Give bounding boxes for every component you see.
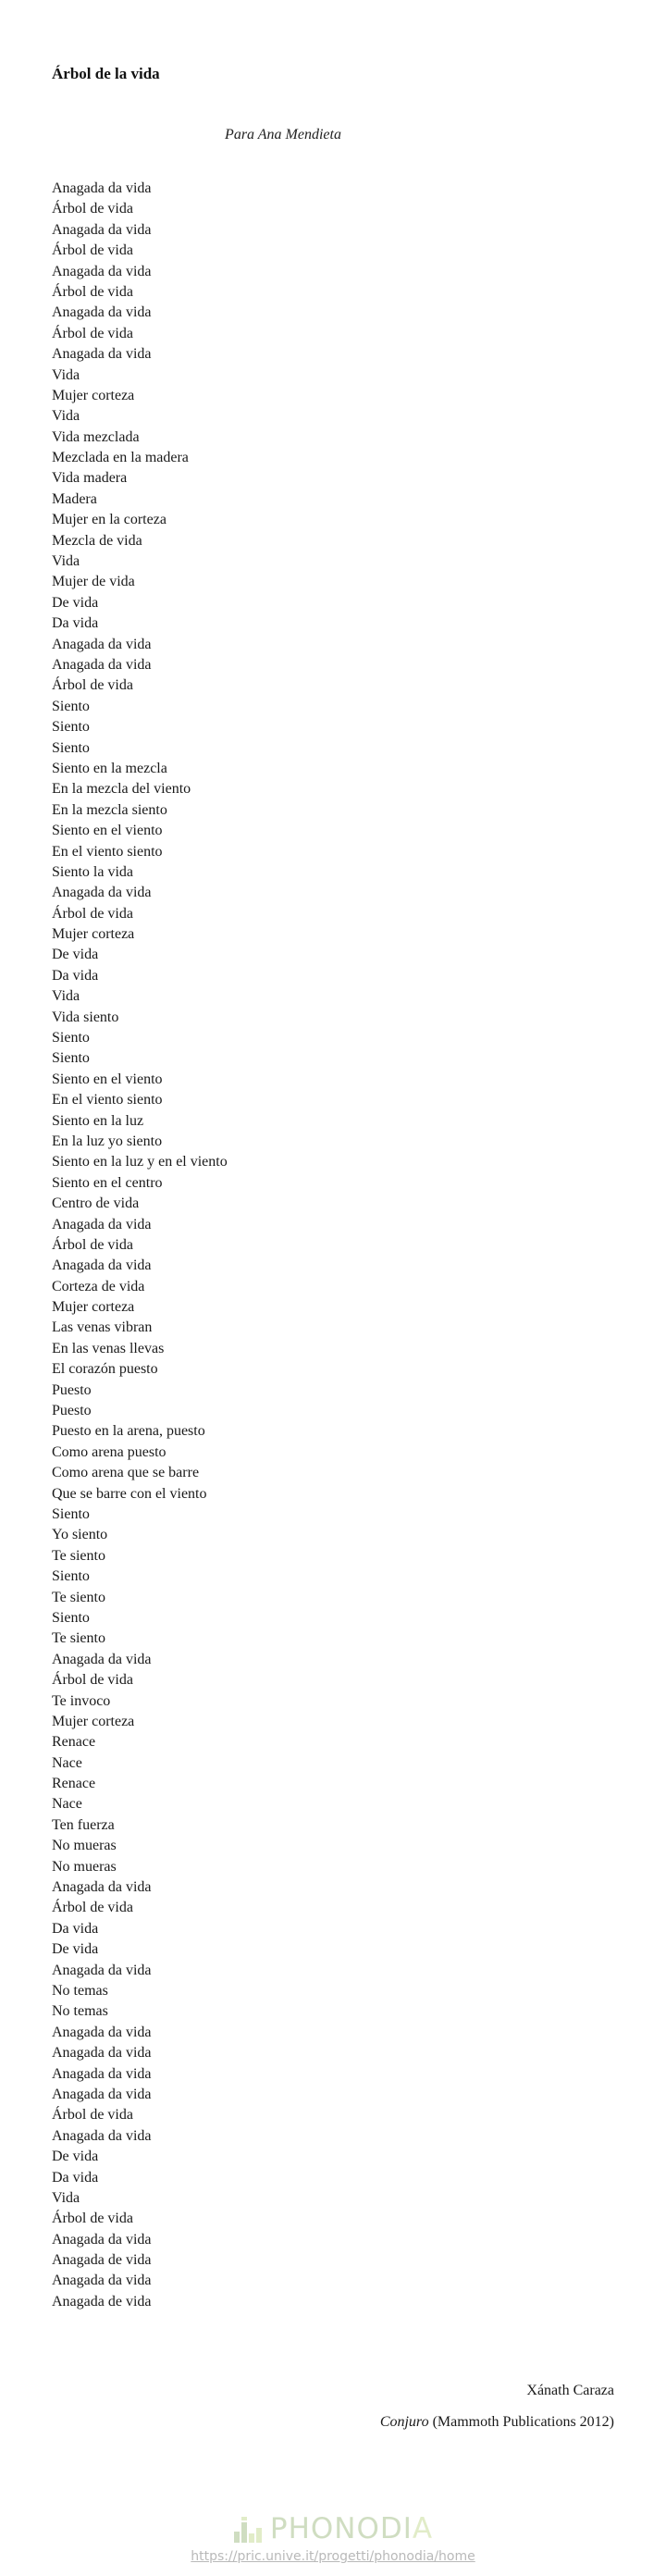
poem-line: Da vida [52, 967, 99, 984]
poem-line: Mujer corteza [52, 1713, 135, 1729]
poem-line: Siento en el viento [52, 823, 163, 839]
poem-line: Anagada da vida [52, 1962, 152, 1978]
poem-line: Corteza de vida [52, 1278, 145, 1294]
poem-line: Árbol de vida [52, 325, 133, 341]
poem-line: Vida [52, 366, 80, 383]
poem-line: Da vida [52, 1920, 99, 1937]
poem-line: Árbol de vida [52, 242, 133, 259]
poem-line: Mujer corteza [52, 926, 135, 943]
poem-line: Centro de vida [52, 1195, 140, 1212]
poem-line: Árbol de vida [52, 1900, 133, 1916]
poem-line: El corazón puesto [52, 1361, 158, 1378]
poem-line: De vida [52, 947, 99, 963]
poem-line: Siento en el centro [52, 1174, 163, 1191]
poem-line: Árbol de vida [52, 2107, 133, 2124]
poem-line: Siento [52, 1609, 90, 1626]
logo-wordmark-main: PHONODI [269, 2512, 413, 2545]
poem-line: Árbol de vida [52, 1236, 133, 1253]
poem-line: Mezclada en la madera [52, 450, 189, 466]
poem-line: Siento [52, 739, 90, 756]
poem-line: No mueras [52, 1838, 117, 1854]
poem-line: Mujer corteza [52, 1299, 135, 1316]
poem-line: Anagada da vida [52, 2065, 152, 2082]
author-name: Xánath Caraza [526, 2383, 614, 2398]
poem-line: Siento la vida [52, 863, 133, 880]
poem-line: Siento en el viento [52, 1071, 163, 1087]
poem-line: Nace [52, 1754, 82, 1771]
poem-line: Te siento [52, 1547, 105, 1564]
poem-line: En el viento siento [52, 1092, 163, 1108]
poem-body [52, 179, 228, 2312]
phonodia-logo [233, 2512, 434, 2545]
poem-line: Árbol de vida [52, 1672, 133, 1689]
poem-line: Da vida [52, 615, 99, 632]
poem-line: Anagada da vida [52, 636, 152, 652]
poem-line: Te invoco [52, 1692, 111, 1709]
poem-line: Mujer en la corteza [52, 512, 166, 528]
poem-line: Anagada da vida [52, 656, 152, 673]
poem-line: Ten fuerza [52, 1816, 115, 1833]
poem-line: En las venas llevas [52, 1340, 165, 1356]
poem-line: Vida siento [52, 1009, 119, 1025]
poem-line: Mujer de vida [52, 574, 135, 590]
poem-dedication: Para Ana Mendieta [225, 127, 341, 142]
bar-chart-logo-icon [233, 2515, 265, 2543]
poem-line: Anagada da vida [52, 1651, 152, 1667]
source-citation [380, 2414, 614, 2431]
poem-line: Árbol de vida [52, 201, 133, 217]
poem-line: De vida [52, 2149, 99, 2165]
poem-line: Vida [52, 408, 80, 425]
poem-line: Anagada da vida [52, 1216, 152, 1232]
poem-line: Anagada da vida [52, 1879, 152, 1896]
poem-line: Puesto [52, 1403, 92, 1419]
poem-line: Anagada da vida [52, 1257, 152, 1274]
poem-line: Siento [52, 1506, 90, 1522]
poem-line: Siento [52, 1568, 90, 1585]
poem-line: Vida madera [52, 470, 128, 487]
source-book-title: Conjuro [379, 2414, 429, 2430]
poem-line: Puesto [52, 1381, 92, 1398]
poem-line: Siento [52, 1030, 90, 1046]
poem-line: Renace [52, 1734, 96, 1751]
poem-line: Madera [52, 490, 97, 507]
poem-line: Árbol de vida [52, 677, 133, 694]
poem-line: Vida [52, 988, 80, 1005]
poem-line: Te siento [52, 1589, 105, 1605]
logo-wordmark [269, 2512, 434, 2545]
logo-wordmark-accent: A [412, 2512, 434, 2545]
poem-line: En la mezcla del viento [52, 781, 191, 798]
poem-line: No mueras [52, 1858, 117, 1875]
source-publisher: (Mammoth Publications 2012) [428, 2414, 614, 2430]
poem-line: Siento [52, 719, 90, 736]
poem-line: No temas [52, 2003, 108, 2020]
poem-line: Anagada da vida [52, 2273, 152, 2289]
poem-line: En la luz yo siento [52, 1133, 163, 1149]
footer-url-link[interactable]: https://pric.unive.it/progetti/phonodia/home [191, 2549, 475, 2564]
poem-line: No temas [52, 1982, 108, 1999]
poem-line: Anagada da vida [52, 885, 152, 901]
poem-line: Nace [52, 1796, 82, 1813]
poem-line: Anagada da vida [52, 346, 152, 363]
poem-line: Da vida [52, 2169, 99, 2186]
poem-line: En el viento siento [52, 843, 163, 860]
poem-line: De vida [52, 594, 99, 611]
poem-line: Siento en la luz [52, 1112, 144, 1129]
poem-line: Anagada da vida [52, 263, 152, 279]
poem-line: Árbol de vida [52, 2211, 133, 2227]
poem-line: Como arena que se barre [52, 1465, 200, 1481]
poem-line: Anagada da vida [52, 2231, 152, 2248]
poem-line: Renace [52, 1776, 96, 1792]
poem-line: Anagada da vida [52, 221, 152, 238]
poem-line: Que se barre con el viento [52, 1485, 207, 1502]
poem-line: Anagada da vida [52, 304, 152, 321]
poem-line: En la mezcla siento [52, 801, 167, 818]
poem-line: Siento en la mezcla [52, 760, 167, 776]
poem-line: Yo siento [52, 1527, 108, 1543]
poem-line: Anagada de vida [52, 2293, 152, 2310]
poem-line: Anagada da vida [52, 2086, 152, 2102]
poem-line: Siento [52, 698, 90, 714]
poem-line: Anagada de vida [52, 2252, 152, 2269]
poem-line: Te siento [52, 1630, 105, 1647]
poem-line: Siento en la luz y en el viento [52, 1154, 228, 1170]
poem-line: Anagada da vida [52, 2127, 152, 2144]
poem-line: Árbol de vida [52, 283, 133, 300]
poem-line: Mezcla de vida [52, 532, 142, 549]
poem-line: Como arena puesto [52, 1443, 166, 1460]
poem-line: Anagada da vida [52, 2024, 152, 2040]
poem-line: Vida [52, 553, 80, 570]
poem-line: Mujer corteza [52, 387, 135, 403]
poem-line: De vida [52, 1941, 99, 1958]
footer-logo [0, 2512, 666, 2545]
poem-line: Vida mezclada [52, 428, 140, 445]
poem-line: Anagada da vida [52, 2045, 152, 2062]
poem-line: Anagada da vida [52, 180, 152, 196]
poem-line: Puesto en la arena, puesto [52, 1423, 205, 1440]
poem-title: Árbol de la vida [52, 65, 160, 82]
poem-line: Las venas vibran [52, 1319, 153, 1336]
poem-line: Árbol de vida [52, 905, 133, 922]
poem-line: Siento [52, 1050, 90, 1067]
poem-line: Vida [52, 2189, 80, 2206]
